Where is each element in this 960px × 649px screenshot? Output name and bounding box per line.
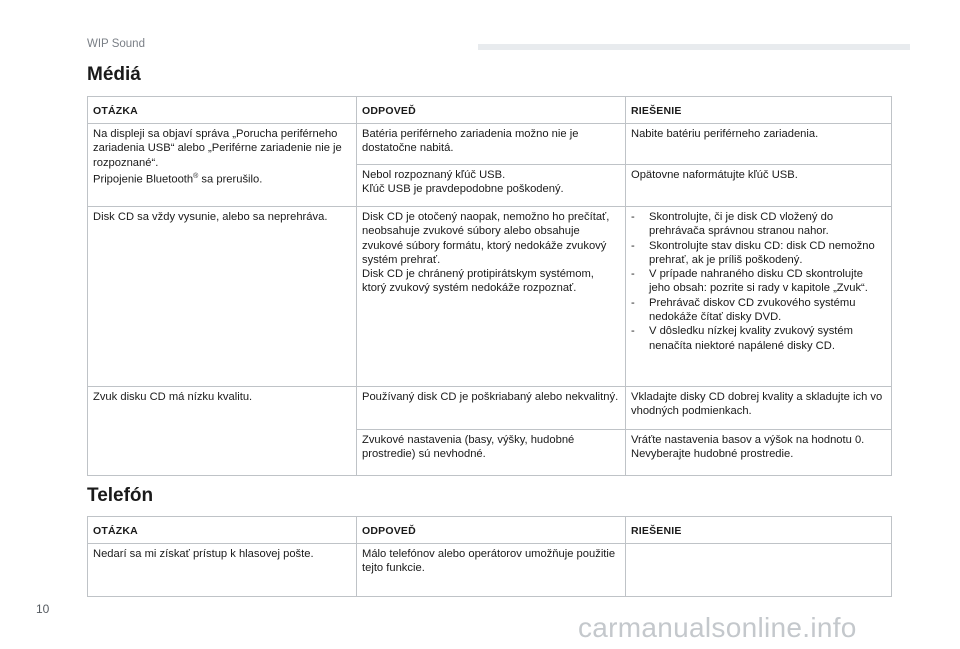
- list-item: - V prípade nahraného disku CD skontrolujte jeho obsah: pozrite si rady v kapitole „Zvuk“.: [631, 268, 868, 295]
- list-item: - V dôsledku nízkej kvality zvukový systém nenačíta niektoré napálené disky CD.: [631, 325, 853, 352]
- column-header-solution: RIEŠENIE: [631, 525, 682, 537]
- media-row3-solution2: Vráťte nastavenia basov a výšok na hodnotu 0. Nevyberajte hudobné prostredie.: [631, 434, 865, 461]
- media-row1-solution2: Opätovne naformátujte kľúč USB.: [631, 169, 798, 181]
- media-row1-question: Na displeji sa objaví správa „Porucha periférneho zariadenia USB“ alebo „Periférne zariadenie nie je rozpoznané“. Pripojenie Bluetooth® sa prerušilo.: [93, 128, 342, 186]
- phone-row1-answer: Málo telefónov alebo operátorov umožňuje použitie tejto funkcie.: [362, 548, 616, 575]
- media-table: [87, 96, 892, 476]
- page-header-title: WIP Sound: [87, 38, 145, 50]
- column-header-question: OTÁZKA: [93, 525, 138, 537]
- media-row3-solution1: Vkladajte disky CD dobrej kvality a skladujte ich vo vhodných podmienkach.: [631, 391, 883, 418]
- media-row3-question: Zvuk disku CD má nízku kvalitu.: [93, 391, 253, 403]
- section-title-media: Médiá: [87, 64, 141, 85]
- watermark: carmanualsonline.info: [578, 612, 857, 643]
- media-row2-solutions: [626, 210, 891, 353]
- media-row1-solution1: Nabite batériu periférneho zariadenia.: [631, 128, 819, 140]
- column-header-answer: ODPOVEĎ: [362, 105, 416, 117]
- section-title-phone: Telefón: [87, 485, 154, 506]
- phone-table: [87, 516, 892, 597]
- media-row2-question: Disk CD sa vždy vysunie, alebo sa neprehráva.: [93, 211, 328, 223]
- media-row3-answer2: Zvukové nastavenia (basy, výšky, hudobné prostredie) sú nevhodné.: [362, 434, 575, 461]
- media-row1-answer1: Batéria periférneho zariadenia možno nie je dostatočne nabitá.: [362, 128, 579, 155]
- column-header-question: OTÁZKA: [93, 105, 138, 117]
- media-row1-answer2: Nebol rozpoznaný kľúč USB. Kľúč USB je pravdepodobne poškodený.: [362, 169, 564, 196]
- media-row2-answer: Disk CD je otočený naopak, nemožno ho prečítať, neobsahuje zvukové súbory alebo obsahuje zvukové súbory formátu, ktorý nedokáže zvukový systém prehrať. Disk CD je chránený protipirátskym systémom, ktorý zvukový systém nedokáže rozpoznať.: [362, 211, 610, 295]
- column-header-solution: RIEŠENIE: [631, 105, 682, 117]
- page-header-bar: [478, 44, 910, 50]
- list-item: - Skontrolujte, či je disk CD vložený do prehrávača správnou stranou nahor.: [631, 211, 834, 238]
- page-number: 10: [36, 602, 50, 616]
- column-header-answer: ODPOVEĎ: [362, 525, 416, 537]
- list-item: - Skontrolujte stav disku CD: disk CD nemožno prehrať, ak je príliš poškodený.: [631, 239, 875, 266]
- media-row3-answer1: Používaný disk CD je poškriabaný alebo nekvalitný.: [362, 391, 619, 403]
- list-item: - Prehrávač diskov CD zvukového systému nedokáže čítať disky DVD.: [631, 296, 856, 324]
- phone-row1-question: Nedarí sa mi získať prístup k hlasovej pošte.: [93, 548, 314, 560]
